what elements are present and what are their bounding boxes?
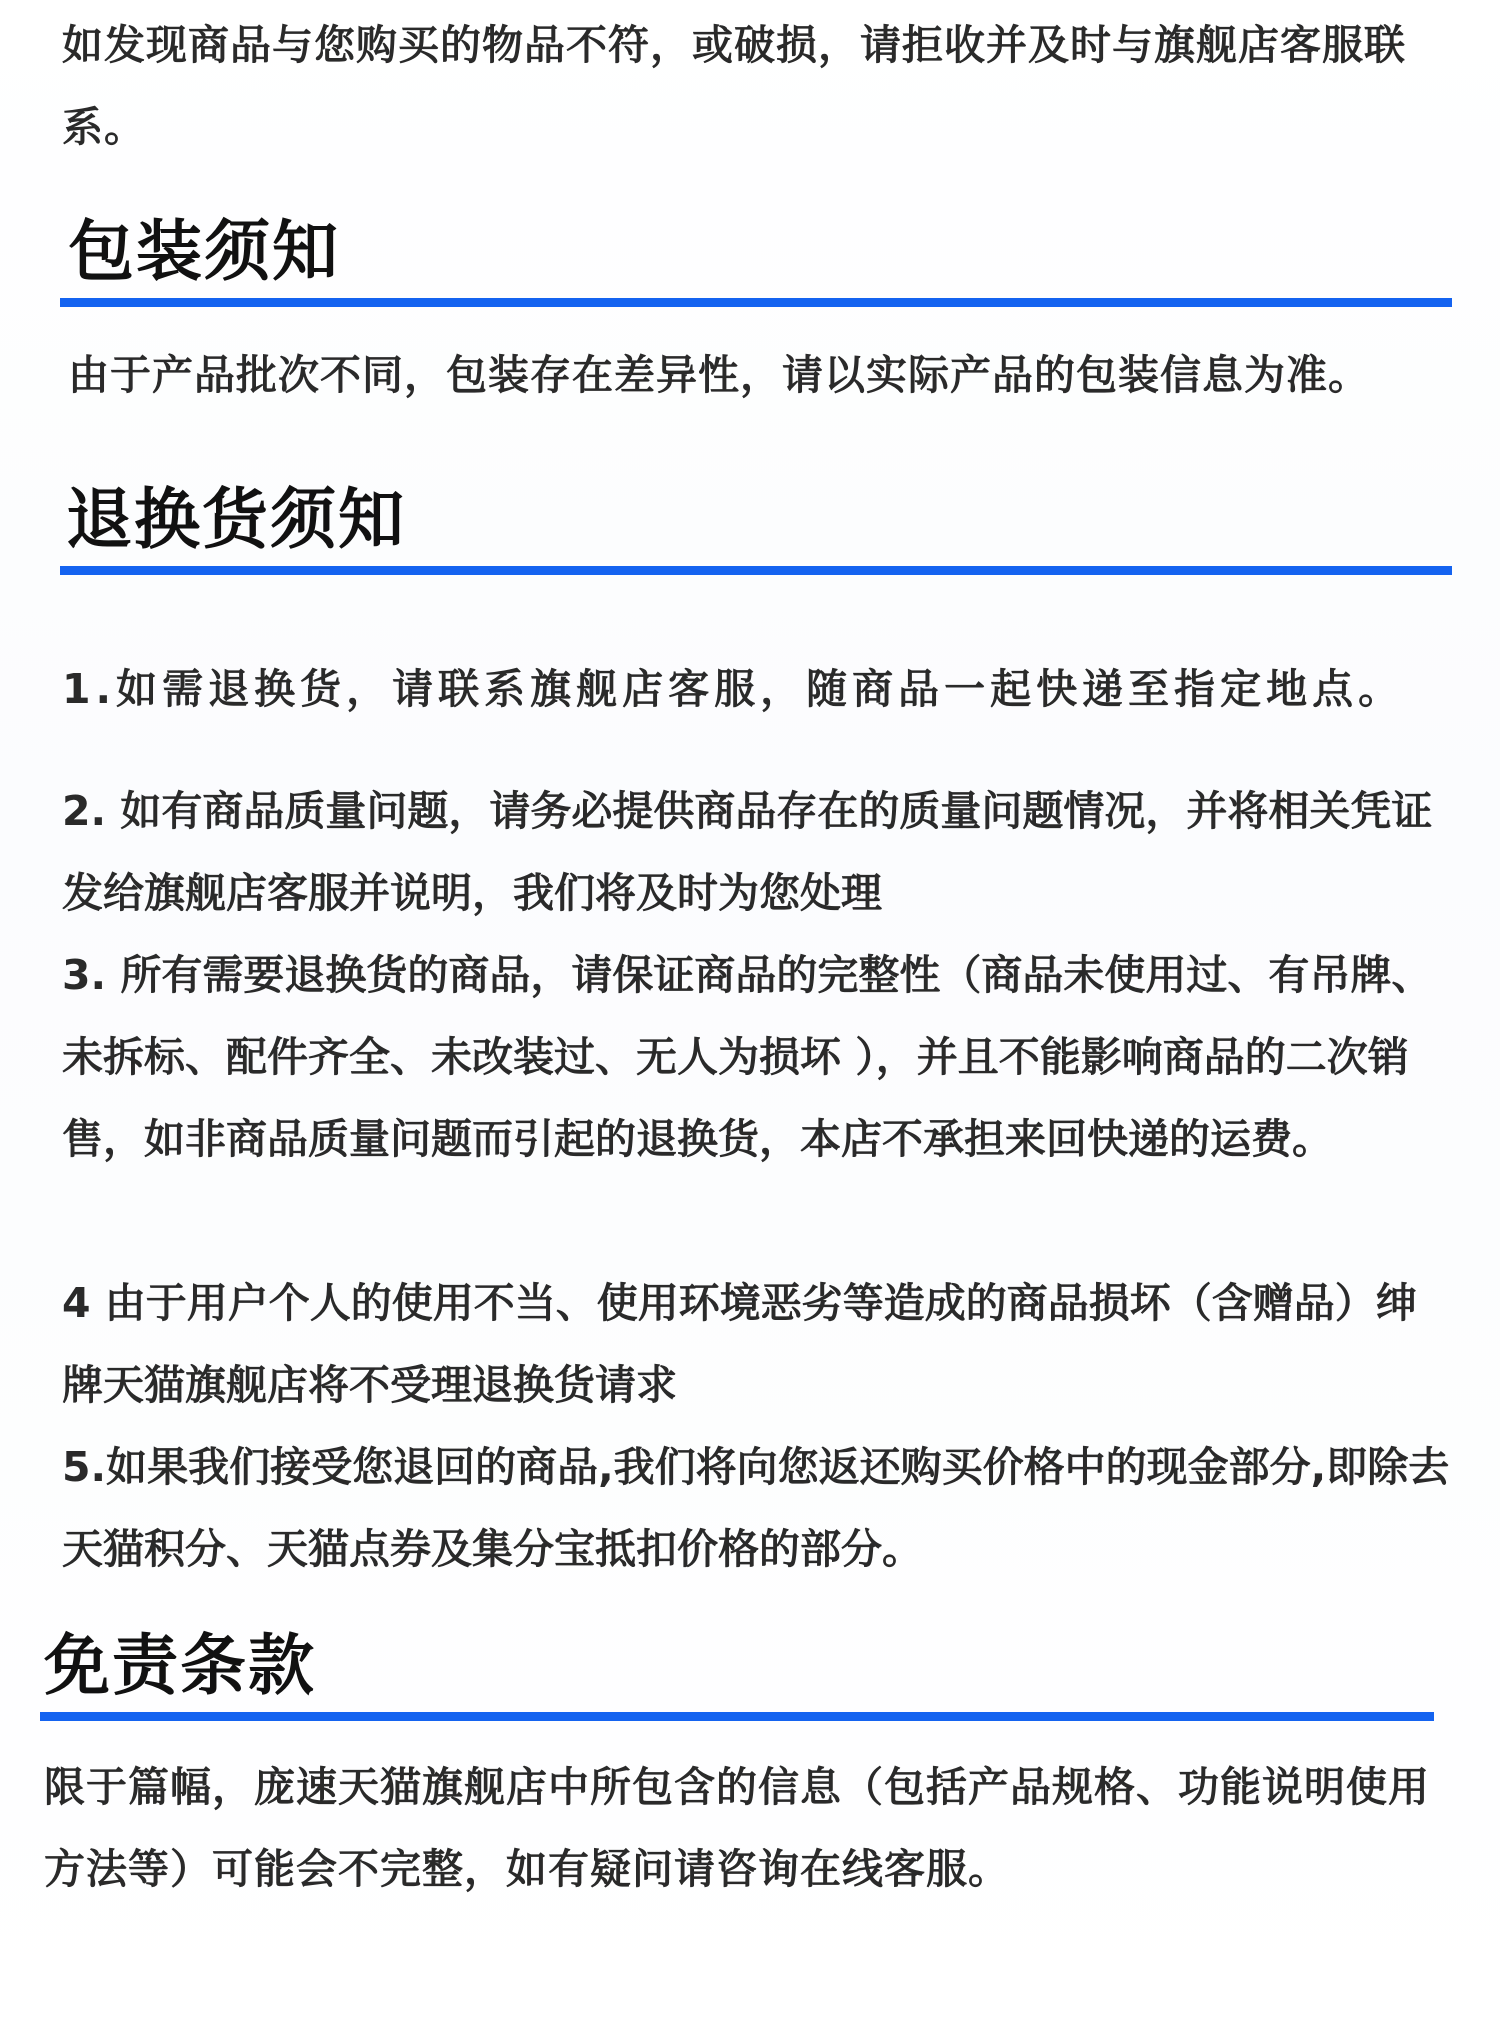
intro-text: 如发现商品与您购买的物品不符，或破损，请拒收并及时与旗舰店客服联系。 — [62, 21, 1406, 151]
packaging-title: 包装须知 — [68, 213, 340, 290]
disclaimer-text: 限于篇幅，庞速天猫旗舰店中所包含的信息（包括产品规格、功能说明使用方法等）可能会不完整，如有疑问请咨询在线客服。 — [44, 1763, 1430, 1893]
returns-item-1: 1.如需退换货，请联系旗舰店客服，随商品一起快递至指定地点。 — [62, 665, 1405, 713]
returns-item-3: 3. 所有需要退换货的商品，请保证商品的完整性（商品未使用过、有吊牌、未拆标、配件齐全、未改装过、无人为损坏 ），并且不能影响商品的二次销售，如非商品质量问题而引起的退换货，本店不承担来回快递的运费。 — [62, 951, 1433, 1163]
packaging-text: 由于产品批次不同，包装存在差异性，请以实际产品的包装信息为准。 — [68, 351, 1370, 399]
returns-item-2: 2. 如有商品质量问题，请务必提供商品存在的质量问题情况，并将相关凭证发给旗舰店客服并说明，我们将及时为您处理 — [62, 787, 1433, 917]
disclaimer-divider — [40, 1712, 1434, 1721]
returns-item-5: 5.如果我们接受您退回的商品,我们将向您返还购买价格中的现金部分,即除去天猫积分、天猫点券及集分宝抵扣价格的部分。 — [62, 1443, 1450, 1573]
returns-divider — [60, 566, 1452, 575]
returns-title: 退换货须知 — [66, 481, 406, 558]
disclaimer-title: 免责条款 — [44, 1627, 316, 1704]
returns-item-4: 4 由于用户个人的使用不当、使用环境恶劣等造成的商品损坏（含赠品）绅牌天猫旗舰店将不受理退换货请求 — [62, 1279, 1417, 1409]
packaging-divider — [60, 298, 1452, 307]
